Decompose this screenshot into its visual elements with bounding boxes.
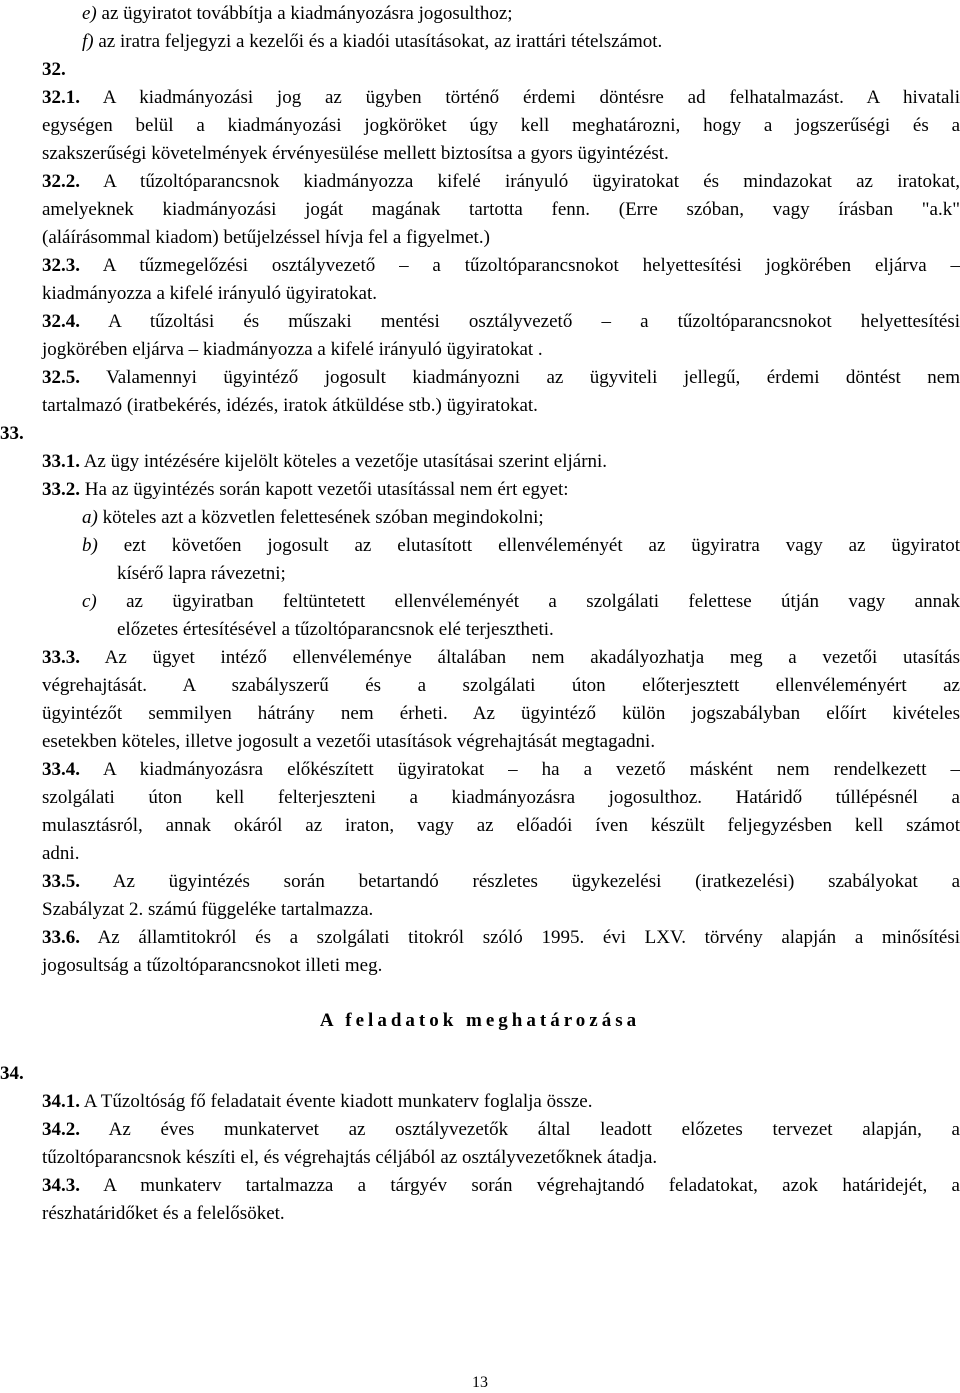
line-text: ezt követően jogosult az elutasított ellenvéleményét az ügyiratra vagy az ügyiratot [97, 535, 960, 556]
line-text: Szabályzat 2. számú függeléke tartalmazza. [42, 899, 374, 920]
text-line [42, 280, 377, 309]
line-text: A tűzoltási és műszaki mentési osztályvezető – a tűzoltóparancsnokot helyettesítési [80, 311, 960, 332]
line-text: A munkaterv tartalmazza a tárgyév során végrehajtandó feladatokat, azok határidejét, a [80, 1175, 960, 1196]
text-line [42, 364, 960, 393]
text-line [42, 252, 960, 281]
text-line [42, 644, 960, 673]
line-text: Az ügy intézésére kijelölt köteles a vezetője utasításai szerint eljárni. [80, 451, 608, 472]
line-text: adni. [42, 843, 80, 864]
text-line [42, 336, 543, 365]
line-text: Az ügyintézés során betartandó részletes ügykezelési (iratkezelési) szabályokat a [80, 871, 960, 892]
page-number: 13 [472, 1374, 488, 1391]
text-line [0, 1060, 24, 1089]
line-text: A kiadmányozási jog az ügyben történő érdemi döntésre ad felhatalmazást. A hivatali [80, 87, 960, 108]
text-line [82, 588, 960, 617]
line-text: előzetes értesítésével a tűzoltóparancsnok elé terjesztheti. [117, 619, 554, 640]
text-line [42, 896, 373, 925]
text-line [42, 140, 669, 169]
text-line [117, 560, 286, 589]
list-marker: a) [82, 507, 98, 528]
line-text: ügyintézőt semmilyen hátrány nem érheti. Az ügyintéző külön jogszabályban előírt kivételes [42, 703, 960, 724]
list-marker: f) [82, 31, 94, 52]
text-line [42, 224, 490, 253]
line-text: A tűzmegelőzési osztályvezető – a tűzoltóparancsnokot helyettesítési jogkörében eljárva – [80, 255, 960, 276]
line-text: részhatáridőket és a felelősöket. [42, 1203, 285, 1224]
line-text: jogosultság a tűzoltóparancsnokot illeti meg. [42, 955, 383, 976]
line-text: amelyeknek kiadmányozási jogát magának tartotta fenn. (Erre szóban, vagy írásban "a.k" [42, 199, 960, 220]
line-text: Az éves munkatervet az osztályvezetők által leadott előzetes tervezet alapján, a [80, 1119, 960, 1140]
text-line [42, 1200, 285, 1229]
text-line [42, 672, 960, 701]
text-line [42, 952, 382, 981]
section-number: 33.3. [42, 647, 80, 668]
text-line [82, 504, 544, 533]
line-text: esetekben köteles, illetve jogosult a vezetői utasítások végrehajtását megtagadni. [42, 731, 656, 752]
text-line [117, 616, 554, 645]
section-number: 33.1. [42, 451, 80, 472]
section-number: 33.2. [42, 479, 80, 500]
section-number: 32. [42, 59, 66, 80]
line-text: kiadmányozza a kifelé irányuló ügyiratokat. [42, 283, 378, 304]
line-text: köteles azt a közvetlen felettesének szóban megindokolni; [97, 507, 544, 528]
line-text: egységen belül a kiadmányozási jogköröket úgy kell meghatározni, hogy a jogszerűségi és a [42, 115, 960, 136]
section-number: 32.3. [42, 255, 80, 276]
text-line [42, 448, 607, 477]
line-text: szolgálati úton kell felterjeszteni a kiadmányozásra jogosulthoz. Határidő túllépésnél a [42, 787, 960, 808]
text-line [82, 532, 960, 561]
line-text: jogkörében eljárva – kiadmányozza a kifelé irányuló ügyiratokat . [42, 339, 543, 360]
section-number: 34. [0, 1063, 24, 1084]
text-line [42, 392, 538, 421]
text-line [42, 196, 960, 225]
line-text: kísérő lapra rávezetni; [117, 563, 286, 584]
text-line [42, 756, 960, 785]
line-text: tartalmazó (iratbekérés, idézés, iratok átküldése stb.) ügyiratokat. [42, 395, 538, 416]
line-text: mulasztásról, annak okáról az iraton, vagy az előadói íven készült feljegyzésben kell számot [42, 815, 960, 836]
text-line [42, 784, 960, 813]
line-text: Valamennyi ügyintéző jogosult kiadmányozni az ügyviteli jellegű, érdemi döntést nem [80, 367, 960, 388]
list-marker: c) [82, 591, 97, 612]
list-marker: e) [82, 3, 97, 24]
text-line [42, 1116, 960, 1145]
section-number: 33.4. [42, 759, 80, 780]
text-line [42, 840, 79, 869]
line-text: tűzoltóparancsnok készíti el, és végrehajtás céljából az osztályvezetőknek átadja. [42, 1147, 658, 1168]
text-line [42, 168, 960, 197]
line-text: Az ügyet intéző ellenvéleménye általában nem akadályozhatja meg a vezetői utasítás [80, 647, 960, 668]
line-text: A Tűzoltóság fő feladatait évente kiadott munkaterv foglalja össze. [80, 1091, 593, 1112]
text-line [42, 56, 66, 85]
section-number: 32.1. [42, 87, 80, 108]
section-number: 33.6. [42, 927, 80, 948]
text-line [42, 84, 960, 113]
section-number: 34.2. [42, 1119, 80, 1140]
line-text: Az államtitokról és a szolgálati titokról szóló 1995. évi LXV. törvény alapján a minősítési [80, 927, 960, 948]
line-text: az ügyiratban feltüntetett ellenvéleményét a szolgálati felettese útján vagy annak [96, 591, 960, 612]
text-line [42, 812, 960, 841]
text-line [42, 924, 960, 953]
line-text: A kiadmányozásra előkészített ügyiratokat – ha a vezető másként nem rendelkezett – [80, 759, 960, 780]
line-text: Ha az ügyintézés során kapott vezetői utasítással nem ért egyet: [80, 479, 569, 500]
section-number: 34.3. [42, 1175, 80, 1196]
text-line [82, 28, 662, 57]
line-text: végrehajtását. A szabályszerű és a szolgálati úton előterjesztett ellenvéleményért az [42, 675, 960, 696]
section-number: 32.2. [42, 171, 80, 192]
line-text: az iratra feljegyzi a kezelői és a kiadói utasításokat, az irattári tételszámot. [93, 31, 663, 52]
text-line [42, 1088, 593, 1117]
text-line [42, 476, 569, 505]
line-text: (aláírásommal kiadom) betűjelzéssel hívja fel a figyelmet.) [42, 227, 490, 248]
text-line [0, 420, 24, 449]
line-text: szakszerűségi követelmények érvényesülése mellett biztosítsa a gyors ügyintézést. [42, 143, 669, 164]
section-number: 32.4. [42, 311, 80, 332]
text-line [42, 868, 960, 897]
section-heading: A feladatok meghatározása [319, 1010, 641, 1031]
text-line [42, 1172, 960, 1201]
text-line [42, 112, 960, 141]
text-line [42, 308, 960, 337]
text-line [42, 1144, 657, 1173]
line-text: az ügyiratot továbbítja a kiadmányozásra jogosulthoz; [96, 3, 513, 24]
text-line [42, 728, 655, 757]
section-number: 34.1. [42, 1091, 80, 1112]
section-number: 33.5. [42, 871, 80, 892]
section-number: 33. [0, 423, 24, 444]
line-text: A tűzoltóparancsnok kiadmányozza kifelé irányuló ügyiratokat és mindazokat az iratokat, [80, 171, 960, 192]
text-line [82, 0, 513, 29]
list-marker: b) [82, 535, 98, 556]
section-number: 32.5. [42, 367, 80, 388]
text-line [42, 700, 960, 729]
